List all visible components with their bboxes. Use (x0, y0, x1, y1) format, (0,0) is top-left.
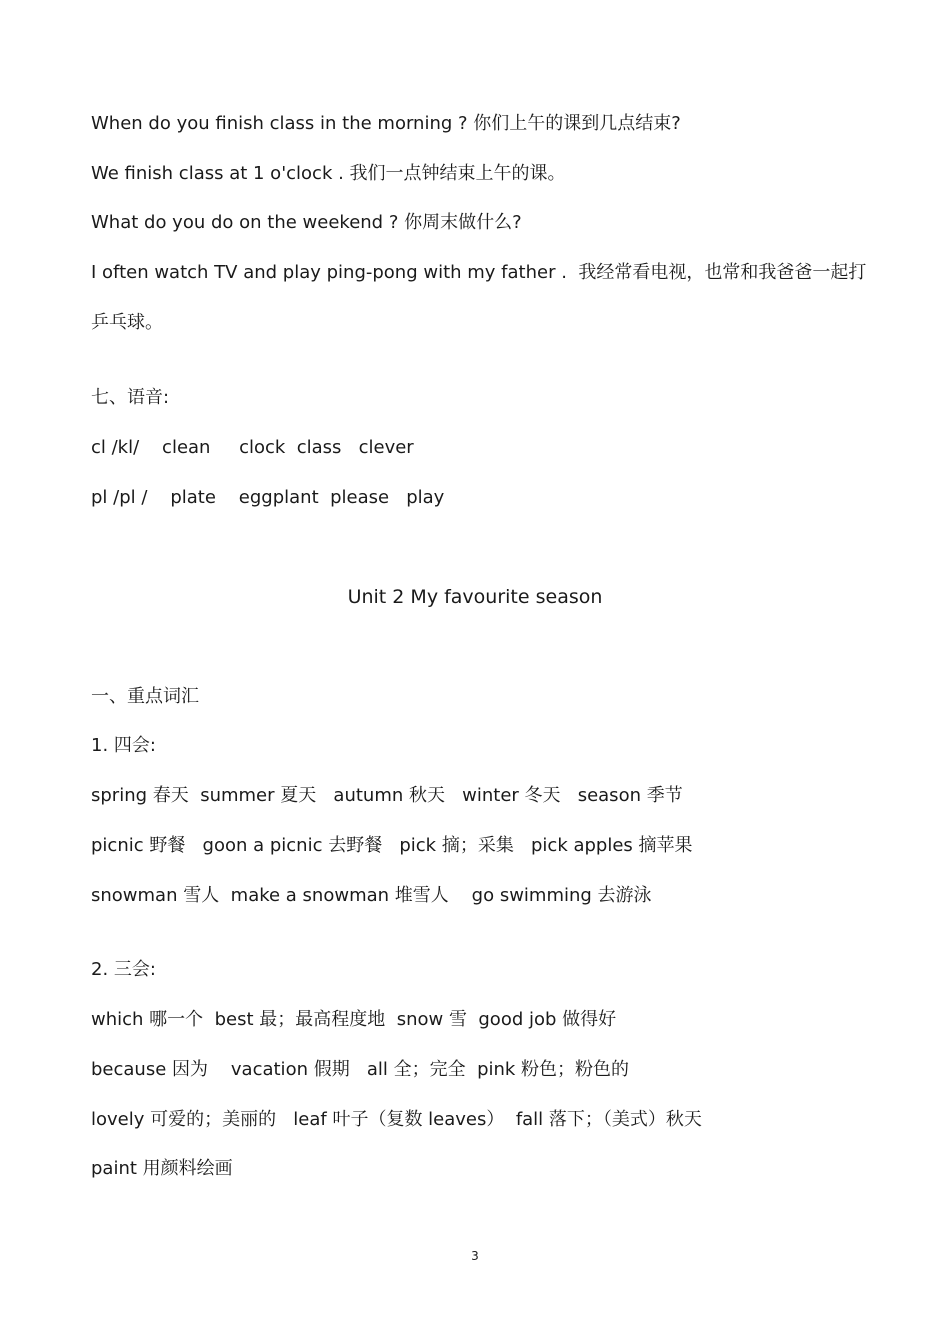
dialogue-line-4: I often watch TV and play ping-pong with my father . 我经常看电视，也常和我爸爸一起打 (91, 262, 867, 283)
phonics-line-cl: cl /kl/ clean clock class clever (91, 437, 414, 458)
four-skills-heading: 1. 四会: (91, 735, 156, 756)
three-skills-line-2: because 因为 vacation 假期 all 全；完全 pink 粉色；粉色的 (91, 1059, 630, 1080)
three-skills-line-4: paint 用颜料绘画 (91, 1158, 233, 1179)
four-skills-line-2: picnic 野餐 goon a picnic 去野餐 pick 摘；采集 pick apples 摘苹果 (91, 835, 693, 856)
three-skills-line-3: lovely 可爱的；美丽的 leaf 叶子（复数 leaves） fall 落下；（美式）秋天 (91, 1109, 702, 1130)
dialogue-line-1: When do you finish class in the morning ? 你们上午的课到几点结束? (91, 113, 681, 134)
three-skills-heading: 2. 三会: (91, 959, 156, 980)
four-skills-line-1: spring 春天 summer 夏天 autumn 秋天 winter 冬天 season 季节 (91, 785, 683, 806)
phonics-line-pl: pl /pl / plate eggplant please play (91, 487, 445, 508)
vocab-heading: 一、重点词汇 (91, 686, 199, 707)
four-skills-line-3: snowman 雪人 make a snowman 堆雪人 go swimming 去游泳 (91, 885, 652, 906)
phonics-heading: 七、语音: (91, 387, 170, 408)
unit-title: Unit 2 My favourite season (347, 586, 603, 608)
page-number: 3 (471, 1249, 479, 1263)
dialogue-line-3: What do you do on the weekend ? 你周末做什么? (91, 212, 522, 233)
dialogue-line-2: We finish class at 1 o'clock . 我们一点钟结束上午的课。 (91, 163, 566, 184)
dialogue-line-5: 乒乓球。 (91, 312, 163, 333)
three-skills-line-1: which 哪一个 best 最；最高程度地 snow 雪 good job 做得好 (91, 1009, 617, 1030)
